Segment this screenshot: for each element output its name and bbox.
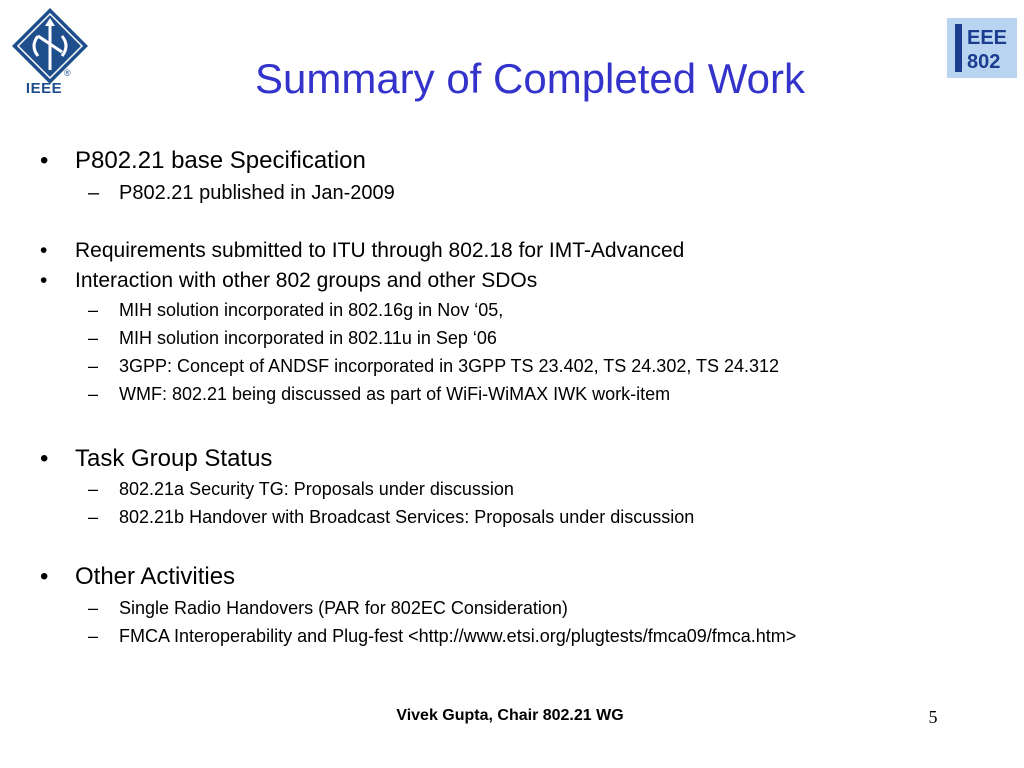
sub-bullet-text: WMF: 802.21 being discussed as part of WiFi-WiMAX IWK work-item xyxy=(119,384,671,404)
bullet-marker: • xyxy=(40,239,48,262)
sub-bullet-dash: – xyxy=(88,300,99,320)
slide-title: Summary of Completed Work xyxy=(254,55,806,102)
sub-bullet-text: 3GPP: Concept of ANDSF incorporated in 3GPP TS 23.402, TS 24.302, TS 24.312 xyxy=(119,356,780,376)
sub-bullet-dash: – xyxy=(88,626,99,646)
sub-bullet-dash: – xyxy=(88,479,99,499)
sub-bullet-text: MIH solution incorporated in 802.11u in Sep ‘06 xyxy=(119,328,497,348)
sub-bullet-text: MIH solution incorporated in 802.16g in Nov ‘05, xyxy=(119,300,504,320)
sub-bullet-dash: – xyxy=(88,507,99,527)
ieee-802-logo-bottom-text: 802 xyxy=(967,51,1001,73)
sub-bullet-text: P802.21 published in Jan-2009 xyxy=(119,182,395,204)
bullet-text: P802.21 base Specification xyxy=(75,147,366,174)
bullet-marker: • xyxy=(40,147,49,174)
bullet-marker: • xyxy=(40,563,49,590)
sub-bullet-dash: – xyxy=(88,384,99,404)
sub-bullet-text: FMCA Interoperability and Plug-fest <http://www.etsi.org/plugtests/fmca09/fmca.htm> xyxy=(119,626,797,646)
sub-bullet-dash: – xyxy=(88,182,100,204)
registered-mark: ® xyxy=(64,68,71,78)
sub-bullet-dash: – xyxy=(88,328,99,348)
bullet-text: Interaction with other 802 groups and other SDOs xyxy=(75,269,538,292)
bullet-text: Other Activities xyxy=(75,563,236,590)
bullet-marker: • xyxy=(40,445,49,472)
sub-bullet-text: Single Radio Handovers (PAR for 802EC Consideration) xyxy=(119,598,568,618)
sub-bullet-dash: – xyxy=(88,598,99,618)
ieee-802-logo-top-text: EEE xyxy=(967,27,1008,49)
ieee-logo-text: IEEE xyxy=(25,80,63,97)
sub-bullet-text: 802.21a Security TG: Proposals under discussion xyxy=(119,479,514,499)
bullet-text: Requirements submitted to ITU through 802.18 for IMT-Advanced xyxy=(75,239,685,262)
bullet-marker: • xyxy=(40,269,48,292)
sub-bullet-dash: – xyxy=(88,356,99,376)
sub-bullet-text: 802.21b Handover with Broadcast Services: Proposals under discussion xyxy=(119,507,695,527)
bullet-text: Task Group Status xyxy=(75,445,273,472)
footer-text: Vivek Gupta, Chair 802.21 WG xyxy=(396,707,624,724)
page-number: 5 xyxy=(928,707,938,727)
